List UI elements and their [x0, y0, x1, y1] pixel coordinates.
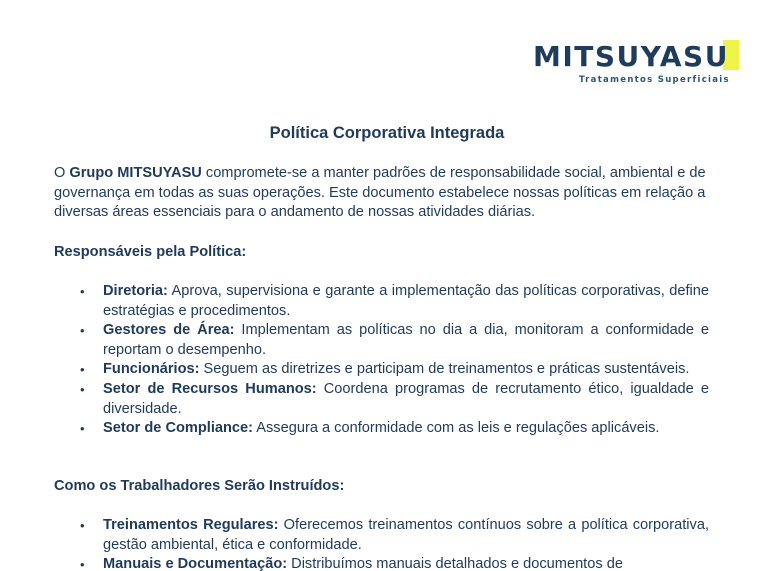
- item-text: Aprova, supervisiona e garante a implementação das políticas corporativas, define estratégias e procedimentos.: [103, 283, 709, 319]
- item-text: Distribuímos manuais detalhados e documentos de: [287, 556, 623, 571]
- document-title: Política Corporativa Integrada: [269, 124, 505, 142]
- intro-text: compromete-se a manter padrões de responsabilidade social, ambiental e de governança em todas as suas operações. Este documento estabelece nossas políticas em relação a diversas áreas essenciais para o andamento de nossas atividades diárias.: [54, 165, 706, 221]
- list-item: [54, 516, 709, 555]
- item-term: Treinamentos Regulares:: [103, 517, 279, 533]
- section-heading-instrucao: Como os Trabalhadores Serão Instruídos:: [54, 478, 345, 494]
- responsaveis-list: [54, 282, 709, 439]
- intro-paragraph: [54, 164, 709, 223]
- bullet-icon: •: [80, 421, 85, 437]
- list-item: [54, 555, 709, 571]
- list-item: [54, 321, 709, 360]
- item-text: Coordena programas de recrutamento ético, igualdade e diversidade.: [103, 380, 709, 417]
- bullet-icon: •: [80, 518, 85, 533]
- instrucao-list: [54, 516, 709, 571]
- bullet-icon: •: [80, 557, 85, 571]
- list-item: [54, 282, 709, 321]
- item-term: Diretoria:: [103, 283, 168, 299]
- list-item: [54, 419, 709, 439]
- logo-tagline: Tratamentos Superficiais: [579, 75, 730, 85]
- item-text: Assegura a conformidade com as leis e regulações aplicáveis.: [253, 420, 660, 437]
- list-item: [54, 360, 709, 380]
- bullet-icon: •: [80, 362, 85, 378]
- intro-company-name: Grupo MITSUYASU: [69, 165, 202, 181]
- section-heading-responsaveis: Responsáveis pela Política:: [54, 244, 247, 260]
- bullet-icon: •: [80, 323, 85, 339]
- item-text: Implementam as políticas no dia a dia, monitoram a conformidade e reportam o desempenho.: [103, 322, 709, 358]
- item-term: Funcionários:: [103, 361, 200, 378]
- item-term: Gestores de Área:: [103, 322, 235, 339]
- logo-wordmark: MITSUYASU: [533, 40, 729, 73]
- item-term: Setor de Recursos Humanos:: [103, 380, 317, 397]
- company-logo: [533, 40, 747, 88]
- list-item: [54, 380, 709, 419]
- bullet-icon: •: [80, 381, 85, 397]
- item-term: Setor de Compliance:: [103, 420, 254, 437]
- bullet-icon: •: [80, 284, 85, 299]
- item-text: Oferecemos treinamentos contínuos sobre a política corporativa, gestão ambiental, ética e conformidade.: [103, 517, 709, 553]
- item-text: Seguem as diretrizes e participam de treinamentos e práticas sustentáveis.: [199, 361, 690, 378]
- intro-prefix: O: [54, 165, 70, 181]
- item-term: Manuais e Documentação:: [103, 556, 288, 571]
